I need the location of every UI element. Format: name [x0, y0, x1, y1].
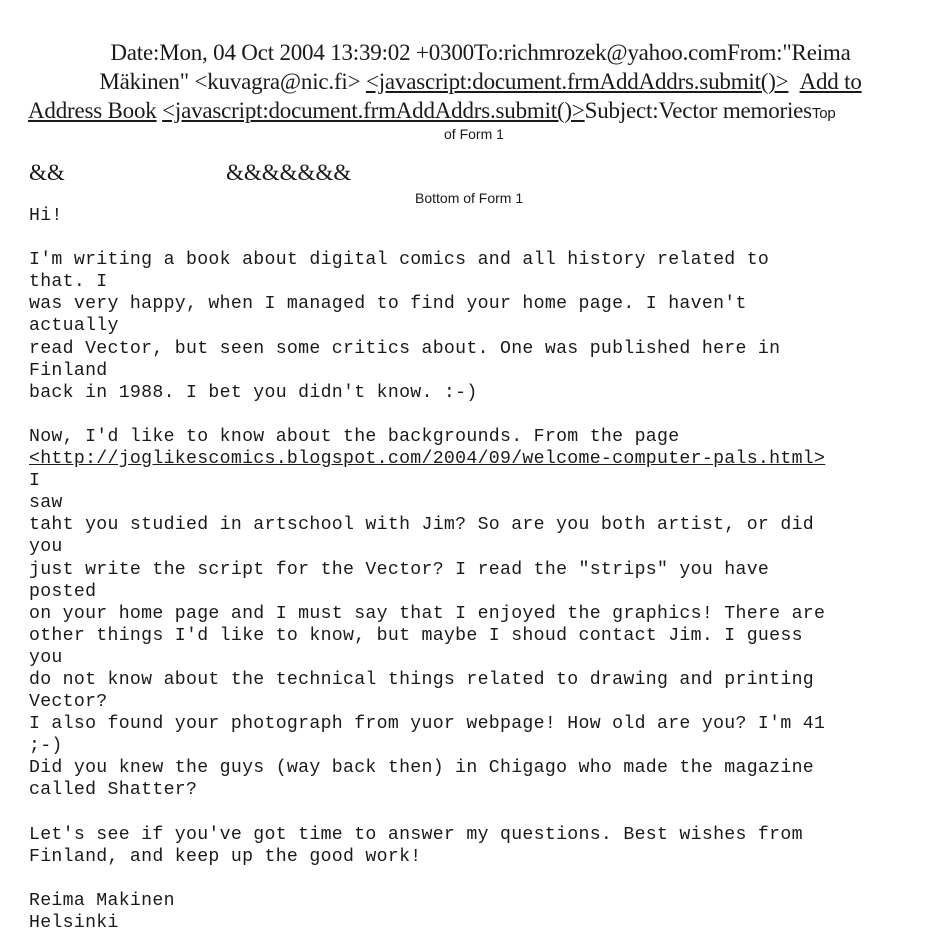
header-line-3 [28, 96, 933, 128]
body-line: ;-) [29, 736, 63, 757]
from-label: From: [727, 40, 783, 65]
bottom-of-form-label: Bottom of Form 1 [415, 190, 524, 206]
body-line: Vector? [29, 692, 108, 713]
date-label: Date: [110, 40, 160, 65]
body-line [29, 868, 934, 890]
add-to-address-book-link-part-1[interactable]: Add to [799, 69, 862, 94]
to-value: richmrozek@yahoo.com [503, 40, 728, 65]
body-line: posted [29, 581, 97, 602]
body-line: read Vector, but seen some critics about. One was published here in [29, 338, 781, 359]
body-line: saw [29, 493, 63, 514]
body-line: you [29, 537, 63, 558]
body-line: do not know about the technical things related to drawing and printing [29, 669, 814, 690]
body-line: I also found your photograph from yuor webpage! How old are you? I'm 41 [29, 714, 826, 735]
body-line: back in 1988. I bet you didn't know. :-) [29, 382, 478, 403]
body-line: Let's see if you've got time to answer my questions. Best wishes from [29, 824, 803, 845]
subject-value: Vector memories [658, 98, 812, 123]
body-line: Finland, and keep up the good work! [29, 846, 422, 867]
body-line [29, 404, 934, 426]
add-address-js-link-2[interactable]: <javascript:document.frmAddAddrs.submit()> [162, 98, 585, 123]
top-of-form-label-part-1: Top [811, 105, 836, 122]
body-line: was very happy, when I managed to find your home page. I haven't [29, 294, 747, 315]
body-line [29, 227, 934, 249]
body-line: you [29, 647, 63, 668]
body-line: other things I'd like to know, but maybe I shoud contact Jim. I guess [29, 625, 803, 646]
date-value: Mon, 04 Oct 2004 13:39:02 +0300 [159, 40, 474, 65]
from-name-part-2: Mäkinen" <kuvagra@nic.fi> [99, 69, 361, 94]
body-line: I'm writing a book about digital comics and all history related to [29, 250, 770, 271]
blog-url-link[interactable]: <http://joglikescomics.blogspot.com/2004/09/welcome-computer-pals.html> [29, 449, 826, 470]
body-line [29, 802, 934, 824]
body-line: just write the script for the Vector? I read the "strips" you have [29, 559, 770, 580]
subject-label: Subject: [584, 98, 659, 123]
body-line: Hi! [29, 206, 63, 226]
form-ampersands-2: &&&&&&& [226, 160, 352, 185]
email-header [28, 38, 933, 128]
body-line: taht you studied in artschool with Jim? So are you both artist, or did [29, 515, 814, 536]
add-to-address-book-link-part-2[interactable]: Address Book [28, 98, 157, 123]
body-line: Now, I'd like to know about the backgrounds. From the page [29, 426, 680, 447]
body-line: Finland [29, 360, 108, 381]
body-line: that. I [29, 272, 108, 293]
add-address-js-link-1[interactable]: <javascript:document.frmAddAddrs.submit()> [365, 69, 789, 94]
form-ampersands-1: && [29, 160, 65, 185]
header-line-2 [28, 67, 933, 96]
body-line: on your home page and I must say that I enjoyed the graphics! There are [29, 603, 826, 624]
from-name-part-1: "Reima [782, 40, 851, 65]
body-line: actually [29, 316, 119, 337]
body-line: Helsinki [29, 913, 119, 933]
body-line: Did you knew the guys (way back then) in Chigago who made the magazine [29, 758, 814, 779]
body-line: called Shatter? [29, 780, 198, 801]
email-body [29, 205, 934, 934]
to-label: To: [473, 40, 504, 65]
top-of-form-label-part-2: of Form 1 [444, 126, 504, 142]
header-line-1 [28, 38, 933, 67]
body-line: I [29, 471, 41, 492]
body-line: Reima Makinen [29, 890, 175, 911]
